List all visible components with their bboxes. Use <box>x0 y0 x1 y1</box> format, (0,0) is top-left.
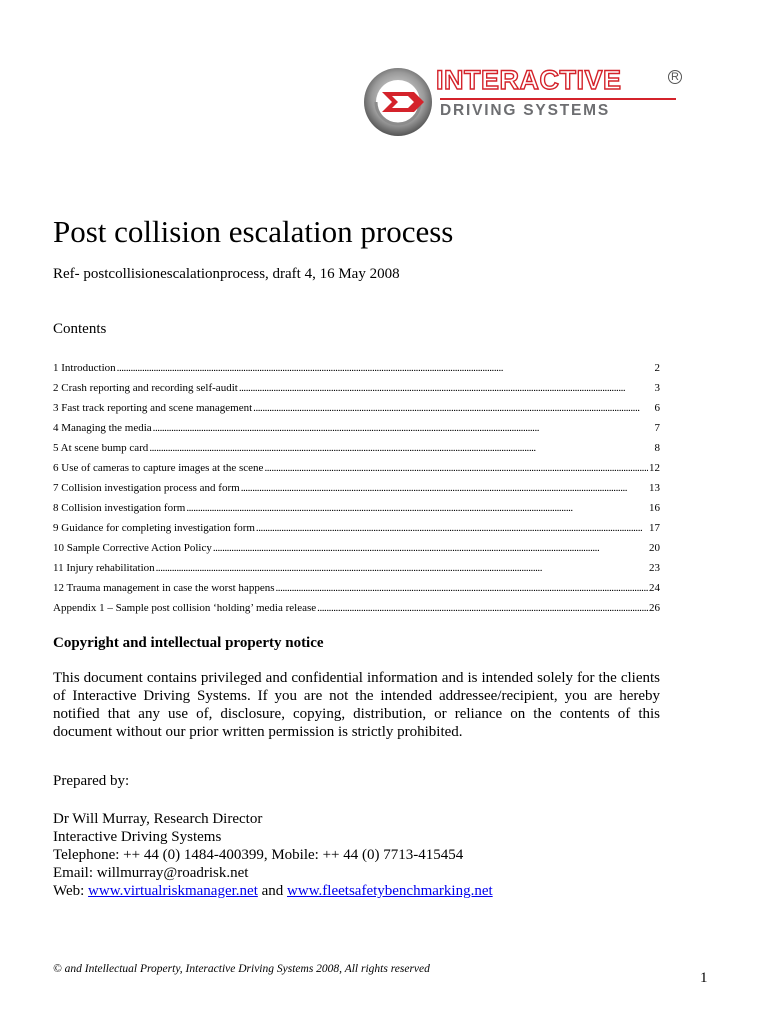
toc-leader <box>239 378 654 398</box>
logo-emblem-icon <box>362 66 438 138</box>
toc-entry-label: 7 Collision investigation process and form <box>53 482 240 494</box>
toc-entry-label: 8 Collision investigation form <box>53 502 186 514</box>
page-number: 1 <box>700 970 708 986</box>
toc-entry-label: 3 Fast track reporting and scene management <box>53 402 253 414</box>
contact-web <box>53 882 493 900</box>
toc-entry-page: 12 <box>649 462 660 474</box>
toc-entry-page: 17 <box>649 522 660 534</box>
toc-entry[interactable] <box>53 578 660 598</box>
toc-leader <box>275 578 648 598</box>
copyright-heading: Copyright and intellectual property notice <box>53 635 324 651</box>
toc-entry[interactable] <box>53 478 660 498</box>
toc-leader <box>241 478 648 498</box>
toc-entry-page: 20 <box>649 542 660 554</box>
copyright-body: This document contains privileged and confidential information and is intended solely for the clients of Interactive Driving Systems. If you are not the intended addressee/recipient, you are hereby notified that any use of, disclosure, copying, distribution, or reliance on the contents of this document without our prior written permission is strictly prohibited. <box>53 670 660 740</box>
toc-leader <box>153 418 654 438</box>
prepared-by-label: Prepared by: <box>53 773 130 789</box>
toc-entry[interactable] <box>53 418 660 438</box>
toc-leader <box>317 598 648 618</box>
toc-entry-page: 26 <box>649 602 660 614</box>
toc-leader <box>117 358 654 378</box>
toc-entry[interactable] <box>53 378 660 398</box>
toc-entry-label: 2 Crash reporting and recording self-audit <box>53 382 238 394</box>
toc-leader <box>253 398 653 418</box>
logo-text-secondary: DRIVING SYSTEMS <box>440 102 610 119</box>
contact-web-and: and <box>257 883 288 899</box>
toc-entry-label: 10 Sample Corrective Action Policy <box>53 542 212 554</box>
toc-entry[interactable] <box>53 538 660 558</box>
contact-phone: Telephone: ++ 44 (0) 1484-400399, Mobile: ++ 44 (0) 7713-415454 <box>53 847 464 863</box>
toc-entry-label: 1 Introduction <box>53 362 116 374</box>
toc-leader <box>149 438 653 458</box>
toc-entry-label: 5 At scene bump card <box>53 442 149 454</box>
table-of-contents <box>53 358 660 618</box>
footer-copyright: © and Intellectual Property, Interactive Driving Systems 2008, All rights reserved <box>53 963 430 975</box>
document-reference: Ref- postcollisionescalationprocess, draft 4, 16 May 2008 <box>53 266 400 282</box>
toc-entry[interactable] <box>53 598 660 618</box>
toc-leader <box>256 518 648 538</box>
toc-entry[interactable] <box>53 358 660 378</box>
toc-leader <box>213 538 648 558</box>
company-logo <box>362 66 682 138</box>
registered-mark: R <box>668 70 682 84</box>
toc-entry-label: 11 Injury rehabilitation <box>53 562 155 574</box>
logo-text-primary: INTERACTIVE <box>436 65 622 95</box>
toc-entry-label: Appendix 1 – Sample post collision ‘holding’ media release <box>53 602 317 614</box>
toc-entry-page: 8 <box>654 442 660 454</box>
toc-entry[interactable] <box>53 498 660 518</box>
toc-entry-page: 23 <box>649 562 660 574</box>
contact-organization: Interactive Driving Systems <box>53 829 222 845</box>
toc-entry-page: 13 <box>649 482 660 494</box>
contact-block <box>53 810 493 900</box>
toc-entry-page: 16 <box>649 502 660 514</box>
contact-name: Dr Will Murray, Research Director <box>53 811 263 827</box>
toc-entry-page: 7 <box>654 422 660 434</box>
toc-entry-page: 24 <box>649 582 660 594</box>
toc-entry-label: 12 Trauma management in case the worst happens <box>53 582 275 594</box>
toc-entry[interactable] <box>53 398 660 418</box>
toc-leader <box>264 458 648 478</box>
fleetsafetybenchmarking-link[interactable]: www.fleetsafetybenchmarking.net <box>287 883 493 899</box>
toc-entry-label: 9 Guidance for completing investigation form <box>53 522 255 534</box>
toc-entry-page: 6 <box>654 402 660 414</box>
logo-divider <box>440 98 676 100</box>
toc-entry-page: 2 <box>654 362 660 374</box>
virtualriskmanager-link[interactable]: www.virtualriskmanager.net <box>88 883 258 899</box>
toc-leader <box>156 558 648 578</box>
document-title: Post collision escalation process <box>53 214 454 249</box>
toc-leader <box>186 498 648 518</box>
contact-web-prefix: Web: <box>53 883 89 899</box>
toc-entry-page: 3 <box>654 382 660 394</box>
toc-entry[interactable] <box>53 438 660 458</box>
toc-entry-label: 6 Use of cameras to capture images at the scene <box>53 462 264 474</box>
toc-entry-label: 4 Managing the media <box>53 422 152 434</box>
contact-email: Email: willmurray@roadrisk.net <box>53 865 249 881</box>
toc-entry[interactable] <box>53 558 660 578</box>
toc-entry[interactable] <box>53 518 660 538</box>
toc-entry[interactable] <box>53 458 660 478</box>
contents-heading: Contents <box>53 321 107 337</box>
